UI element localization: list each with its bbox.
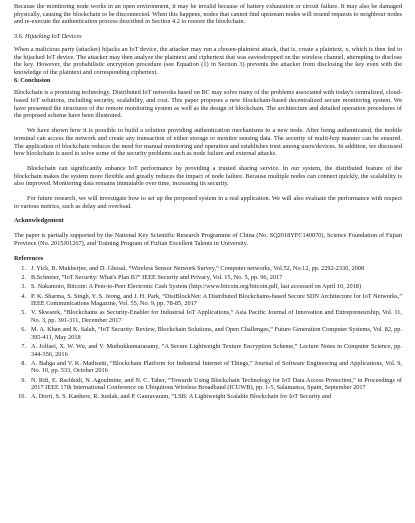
intro-paragraph: Because the monitoring node works in an open environment, it may be invalid because of battery exhaustion or circuit failure. It may also be damaged physically, causing the blockchain to be disconnected. When this happens, nodes that cannot find upstream nodes will resend requests to neighbour nodes and re-execute the authentication process described in Section 4.2 to restore the blockchain.: [14, 3, 402, 26]
reference-item: [14, 393, 402, 401]
reference-item: [14, 265, 402, 273]
hijacking-paragraph: When a malicious party (attacker) hijacks an IoT device, the attacker may run a chosen-plaintext attack, that is, create a plaintext, x, which is then fed to the hijacked IoT device. The attacker may then analyze the plaintext and ciphertext that was eavesdropped on the wireless channel, attempting to disclose the key. However, the probabilistic encryption procedure (see Equation (1) in Section 3) prevents the attacker from disclosing the key even with the knowledge of the plaintext and corresponding ciphertext.: [14, 45, 402, 76]
reference-item: [14, 274, 402, 282]
reference-text: J. Yick, B. Mukherjee, and D. Ghosal, “Wireless Sensor Network Survey,” Computer networks, Vol.52, No.12, pp. 2292-2330, 2008: [31, 265, 365, 273]
reference-number: 5.: [21, 309, 26, 317]
reference-number: 8.: [21, 359, 26, 367]
reference-text: S. Nakamoto, Bitcoin: A Peer-to-Peer Electronic Cash System (http://www.bitcoin.org/bitcoin.pdf, last accessed on April 10, 2018): [31, 283, 362, 291]
reference-number: 7.: [21, 342, 26, 350]
conclusion-heading: 6. Conclusion: [14, 76, 51, 84]
reference-number: 2.: [21, 274, 26, 282]
reference-text: P. K. Sharma, S. Singh, Y. S. Jeong, and J. H. Park, “DistBlockNet: A Distributed Blockchains-based Secure SDN Architecture for IoT Networks,” IEEE Communications Magazine, Vol. 55, No. 9, pp. 78-85, 2017: [31, 292, 402, 308]
reference-item: [14, 293, 402, 308]
acknowledgement-heading: Acknowledgement: [14, 217, 64, 225]
conclusion-paragraph-1: Blockchain is a promising technology. Distributed IoT networks based on BC may solve many of the problems associated with today's centralized, cloud-based IoT solutions, including security, scalability, and cost. This paper proposes a new blockchain-based decentralized secure monitoring system. We have presented the structures of the remote monitoring system as well as the design of blockchain. The architecture and detailed operation procedures of the proposed scheme have been illustrated.: [14, 89, 402, 120]
reference-number: 4.: [21, 292, 26, 300]
conclusion-paragraph-4: For future research, we will investigate how to set up the proposed system in a real application. We will also evaluate the performance with respect to various metrics, such as delay and overload.: [14, 195, 402, 210]
reference-list: [14, 265, 402, 401]
conclusion-paragraph-2: We have shown how it is possible to build a solution providing authentication mechanisms to a new node. After being authenticated, the mobile terminal can access the network and create any transaction of either storage or monitor sensing data. The security of multi-hop manner can be ensured. The application of blockchain reduces the need for manual monitoring and operation and establishes trust among users/devices. In addition, we discussed how blockchain is used to solve some of the security problems such as node failure and external attacks.: [14, 127, 402, 158]
reference-text: B.Schneier, “IoT Security: What's Plan B?” IEEE Security and Privacy, Vol. 15, No. 5, pp. 96, 2017: [31, 274, 283, 282]
reference-item: [14, 326, 402, 341]
reference-item: [14, 283, 402, 291]
reference-text: A. Dorri, S. S. Kanhere, R. Jurdak, and P. Gauravaram, “LSB: A Lightweight Scalable Blockchain for IoT Security and: [31, 393, 332, 401]
reference-text: M. A. Khan and K. Salah, “IoT Security: Review, Blockchain Solutions, and Open Challenges,” Future Generation Computer Systems, Vol. 82, pp. 395-411, May 2018: [31, 326, 402, 341]
reference-text: A. Bahga and V. K. Madisetti, “Blockchain Platform for Industrial Internet of Things,” Journal of Software Engineering and Applications, Vol. 9, No. 10, pp. 533, October 2016: [31, 359, 402, 375]
reference-number: 1.: [21, 265, 26, 273]
reference-item: [14, 377, 402, 392]
reference-number: 3.: [21, 283, 26, 291]
reference-text: V. Skwarek, “Blockchains as Security-Enabler for Industrial IoT Applications,” Asia Pacific Journal of Innovation and Entrepreneurship, Vol. 11, No. 3, pp. 301-311, December 2017: [31, 309, 402, 325]
reference-text: N. Rifi, E. Rachkidi, N. Agoulmine, and N. C. Taher, “Towards Using Blockchain Technology for IoT Data Access Protection,” in Proceedings of 2017 IEEE 17th International Conference on Ubiquitous Wireless Broadband (ICUWB), pp. 1-5, Salamanca, Spain, September 2017: [31, 376, 402, 392]
reference-number: 6.: [21, 326, 26, 334]
conclusion-paragraph-3: Blockchain can significantly enhance IoT performance by providing a trusted sharing service. In our system, the distributed feature of the blockchain makes the system more flexible and greatly reduces the impact of node failure. Because multiple nodes can connect quickly, the scalability is also improved. Monitoring data remains immutable over time, increasing its security.: [14, 164, 402, 188]
reference-number: 9.: [21, 376, 26, 384]
section-heading-hijacking: 3.6. Hijacking IoT Devices: [14, 33, 82, 41]
references-heading: References: [14, 254, 44, 262]
reference-text: A. Jolfaei, X. W. Wu, and V. Muthukkumarasamy, “A Secure Lightweight Texture Encryption Scheme,” Lecture Notes in Computer Science, pp. 344-356, 2016: [31, 342, 402, 358]
reference-item: [14, 343, 402, 358]
acknowledgement-text: The paper is partially supported by the National Key Scientific Research Programme of China (No. SQ2018YFC140070), Science Foundation of Fujian Province (No. 2015J01267), and Training Program of FuJian Excellent Talents in University.: [14, 232, 402, 247]
reference-number: 10.: [18, 393, 26, 401]
reference-item: [14, 360, 402, 375]
reference-item: [14, 309, 402, 324]
